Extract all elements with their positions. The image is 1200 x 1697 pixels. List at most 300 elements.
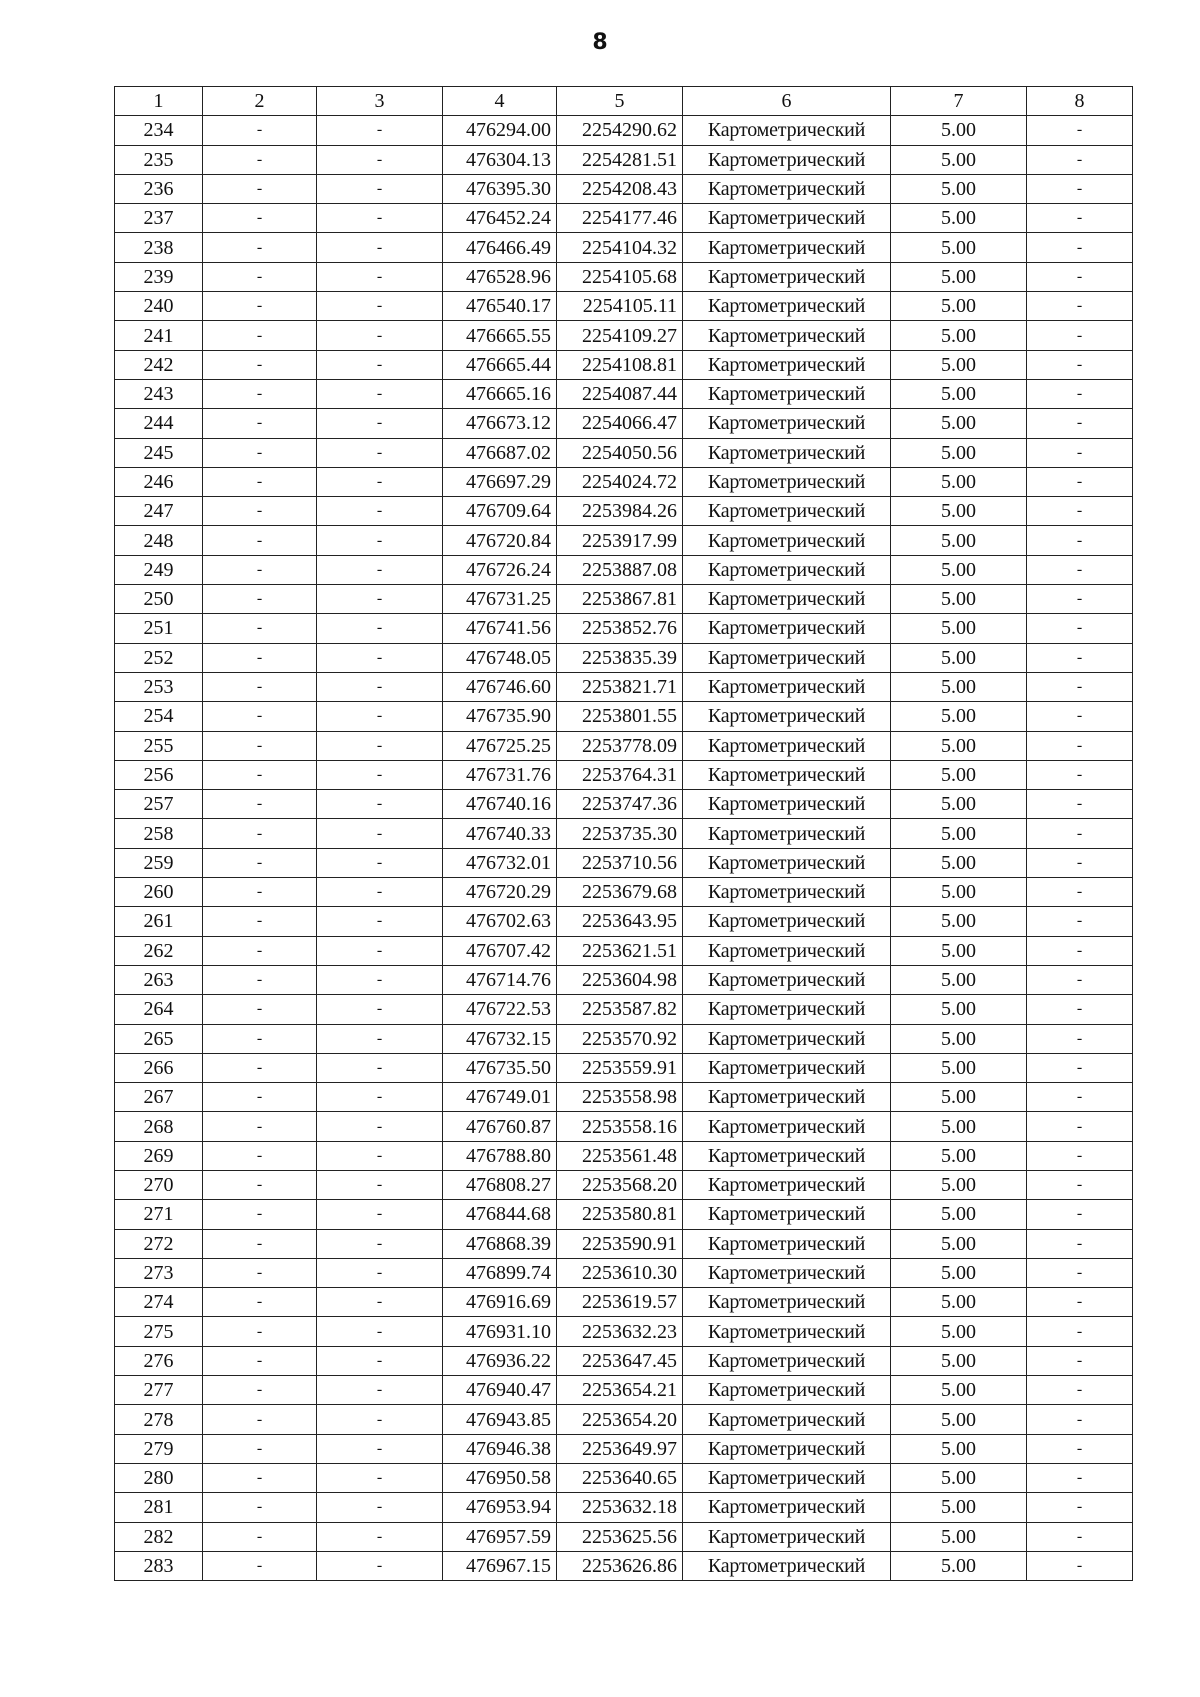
coord-x-cell: 476953.94 bbox=[443, 1493, 557, 1522]
accuracy-cell: 5.00 bbox=[891, 936, 1027, 965]
table-row bbox=[115, 614, 1133, 643]
col-3-cell: - bbox=[317, 731, 443, 760]
col-8-cell: - bbox=[1027, 848, 1133, 877]
col-3-cell: - bbox=[317, 1522, 443, 1551]
table-row bbox=[115, 467, 1133, 496]
point-number-cell: 268 bbox=[115, 1112, 203, 1141]
table-row bbox=[115, 672, 1133, 701]
col-3-cell: - bbox=[317, 1288, 443, 1317]
coord-x-cell: 476899.74 bbox=[443, 1258, 557, 1287]
coord-x-cell: 476395.30 bbox=[443, 174, 557, 203]
coord-x-cell: 476844.68 bbox=[443, 1200, 557, 1229]
coord-x-cell: 476673.12 bbox=[443, 409, 557, 438]
table-row bbox=[115, 409, 1133, 438]
method-cell: Картометрический bbox=[683, 731, 891, 760]
point-number-cell: 282 bbox=[115, 1522, 203, 1551]
accuracy-cell: 5.00 bbox=[891, 819, 1027, 848]
coord-y-cell: 2253735.30 bbox=[557, 819, 683, 848]
method-cell: Картометрический bbox=[683, 878, 891, 907]
method-cell: Картометрический bbox=[683, 1112, 891, 1141]
table-row bbox=[115, 292, 1133, 321]
coord-y-cell: 2253649.97 bbox=[557, 1434, 683, 1463]
accuracy-cell: 5.00 bbox=[891, 643, 1027, 672]
col-8-cell: - bbox=[1027, 878, 1133, 907]
col-8-cell: - bbox=[1027, 819, 1133, 848]
table-row bbox=[115, 995, 1133, 1024]
table-row bbox=[115, 438, 1133, 467]
accuracy-cell: 5.00 bbox=[891, 702, 1027, 731]
coord-y-cell: 2253710.56 bbox=[557, 848, 683, 877]
method-cell: Картометрический bbox=[683, 760, 891, 789]
accuracy-cell: 5.00 bbox=[891, 262, 1027, 291]
accuracy-cell: 5.00 bbox=[891, 672, 1027, 701]
table-row bbox=[115, 1522, 1133, 1551]
coord-y-cell: 2253632.23 bbox=[557, 1317, 683, 1346]
coord-x-cell: 476740.16 bbox=[443, 790, 557, 819]
point-number-cell: 277 bbox=[115, 1376, 203, 1405]
table-header-row bbox=[115, 87, 1133, 116]
coord-y-cell: 2253558.98 bbox=[557, 1083, 683, 1112]
method-cell: Картометрический bbox=[683, 1317, 891, 1346]
col-3-cell: - bbox=[317, 292, 443, 321]
col-3-cell: - bbox=[317, 643, 443, 672]
method-cell: Картометрический bbox=[683, 174, 891, 203]
accuracy-cell: 5.00 bbox=[891, 1024, 1027, 1053]
coord-y-cell: 2253984.26 bbox=[557, 497, 683, 526]
col-3-cell: - bbox=[317, 526, 443, 555]
coord-y-cell: 2253764.31 bbox=[557, 760, 683, 789]
col-8-cell: - bbox=[1027, 1112, 1133, 1141]
accuracy-cell: 5.00 bbox=[891, 1141, 1027, 1170]
coord-y-cell: 2253654.20 bbox=[557, 1405, 683, 1434]
col-8-cell: - bbox=[1027, 204, 1133, 233]
coord-x-cell: 476916.69 bbox=[443, 1288, 557, 1317]
col-8-cell: - bbox=[1027, 409, 1133, 438]
accuracy-cell: 5.00 bbox=[891, 1346, 1027, 1375]
col-2-cell: - bbox=[203, 204, 317, 233]
coord-x-cell: 476722.53 bbox=[443, 995, 557, 1024]
point-number-cell: 261 bbox=[115, 907, 203, 936]
col-2-cell: - bbox=[203, 614, 317, 643]
method-cell: Картометрический bbox=[683, 1463, 891, 1492]
coord-y-cell: 2253561.48 bbox=[557, 1141, 683, 1170]
col-3-cell: - bbox=[317, 350, 443, 379]
col-8-cell: - bbox=[1027, 1229, 1133, 1258]
accuracy-cell: 5.00 bbox=[891, 1288, 1027, 1317]
coord-x-cell: 476950.58 bbox=[443, 1463, 557, 1492]
coord-x-cell: 476720.29 bbox=[443, 878, 557, 907]
col-2-cell: - bbox=[203, 1346, 317, 1375]
col-2-cell: - bbox=[203, 1522, 317, 1551]
col-8-cell: - bbox=[1027, 292, 1133, 321]
coord-y-cell: 2253654.21 bbox=[557, 1376, 683, 1405]
table-row bbox=[115, 848, 1133, 877]
point-number-cell: 249 bbox=[115, 555, 203, 584]
coord-y-cell: 2253587.82 bbox=[557, 995, 683, 1024]
col-3-cell: - bbox=[317, 1317, 443, 1346]
point-number-cell: 248 bbox=[115, 526, 203, 555]
col-8-cell: - bbox=[1027, 585, 1133, 614]
method-cell: Картометрический bbox=[683, 1083, 891, 1112]
point-number-cell: 265 bbox=[115, 1024, 203, 1053]
coord-x-cell: 476665.55 bbox=[443, 321, 557, 350]
method-cell: Картометрический bbox=[683, 526, 891, 555]
col-8-cell: - bbox=[1027, 145, 1133, 174]
coord-y-cell: 2254281.51 bbox=[557, 145, 683, 174]
col-3-cell: - bbox=[317, 1551, 443, 1580]
coord-y-cell: 2253604.98 bbox=[557, 965, 683, 994]
col-2-cell: - bbox=[203, 497, 317, 526]
method-cell: Картометрический bbox=[683, 233, 891, 262]
coord-x-cell: 476731.25 bbox=[443, 585, 557, 614]
col-8-cell: - bbox=[1027, 262, 1133, 291]
col-3-cell: - bbox=[317, 848, 443, 877]
col-8-cell: - bbox=[1027, 526, 1133, 555]
coord-y-cell: 2254208.43 bbox=[557, 174, 683, 203]
col-2-cell: - bbox=[203, 995, 317, 1024]
col-3-cell: - bbox=[317, 790, 443, 819]
table-row bbox=[115, 233, 1133, 262]
accuracy-cell: 5.00 bbox=[891, 555, 1027, 584]
col-3-cell: - bbox=[317, 702, 443, 731]
coord-y-cell: 2253619.57 bbox=[557, 1288, 683, 1317]
point-number-cell: 254 bbox=[115, 702, 203, 731]
table-row bbox=[115, 585, 1133, 614]
coord-y-cell: 2253568.20 bbox=[557, 1170, 683, 1199]
accuracy-cell: 5.00 bbox=[891, 174, 1027, 203]
table-row bbox=[115, 907, 1133, 936]
col-8-cell: - bbox=[1027, 1317, 1133, 1346]
coord-x-cell: 476540.17 bbox=[443, 292, 557, 321]
point-number-cell: 250 bbox=[115, 585, 203, 614]
col-8-cell: - bbox=[1027, 467, 1133, 496]
col-2-cell: - bbox=[203, 1405, 317, 1434]
method-cell: Картометрический bbox=[683, 848, 891, 877]
col-8-cell: - bbox=[1027, 497, 1133, 526]
col-2-cell: - bbox=[203, 350, 317, 379]
method-cell: Картометрический bbox=[683, 116, 891, 145]
coord-y-cell: 2253559.91 bbox=[557, 1053, 683, 1082]
coord-y-cell: 2254087.44 bbox=[557, 379, 683, 408]
table-body bbox=[115, 87, 1133, 1581]
point-number-cell: 246 bbox=[115, 467, 203, 496]
col-3-cell: - bbox=[317, 262, 443, 291]
coord-x-cell: 476808.27 bbox=[443, 1170, 557, 1199]
col-2-cell: - bbox=[203, 1170, 317, 1199]
column-header-6: 6 bbox=[683, 87, 891, 116]
method-cell: Картометрический bbox=[683, 1551, 891, 1580]
point-number-cell: 252 bbox=[115, 643, 203, 672]
col-8-cell: - bbox=[1027, 379, 1133, 408]
point-number-cell: 260 bbox=[115, 878, 203, 907]
point-number-cell: 247 bbox=[115, 497, 203, 526]
col-8-cell: - bbox=[1027, 233, 1133, 262]
table-row bbox=[115, 1405, 1133, 1434]
col-3-cell: - bbox=[317, 1141, 443, 1170]
column-header-1: 1 bbox=[115, 87, 203, 116]
coord-y-cell: 2254066.47 bbox=[557, 409, 683, 438]
col-2-cell: - bbox=[203, 702, 317, 731]
col-8-cell: - bbox=[1027, 350, 1133, 379]
point-number-cell: 240 bbox=[115, 292, 203, 321]
col-2-cell: - bbox=[203, 1141, 317, 1170]
accuracy-cell: 5.00 bbox=[891, 878, 1027, 907]
method-cell: Картометрический bbox=[683, 467, 891, 496]
point-number-cell: 269 bbox=[115, 1141, 203, 1170]
accuracy-cell: 5.00 bbox=[891, 1376, 1027, 1405]
point-number-cell: 245 bbox=[115, 438, 203, 467]
point-number-cell: 281 bbox=[115, 1493, 203, 1522]
method-cell: Картометрический bbox=[683, 204, 891, 233]
coord-x-cell: 476702.63 bbox=[443, 907, 557, 936]
coord-y-cell: 2253801.55 bbox=[557, 702, 683, 731]
col-3-cell: - bbox=[317, 1053, 443, 1082]
point-number-cell: 234 bbox=[115, 116, 203, 145]
table-row bbox=[115, 1551, 1133, 1580]
method-cell: Картометрический bbox=[683, 643, 891, 672]
table-row bbox=[115, 1229, 1133, 1258]
point-number-cell: 270 bbox=[115, 1170, 203, 1199]
point-number-cell: 235 bbox=[115, 145, 203, 174]
method-cell: Картометрический bbox=[683, 1288, 891, 1317]
col-8-cell: - bbox=[1027, 1463, 1133, 1492]
col-3-cell: - bbox=[317, 585, 443, 614]
col-2-cell: - bbox=[203, 292, 317, 321]
column-header-5: 5 bbox=[557, 87, 683, 116]
table-row bbox=[115, 1493, 1133, 1522]
accuracy-cell: 5.00 bbox=[891, 995, 1027, 1024]
col-2-cell: - bbox=[203, 1551, 317, 1580]
coord-y-cell: 2253590.91 bbox=[557, 1229, 683, 1258]
coord-x-cell: 476709.64 bbox=[443, 497, 557, 526]
coord-y-cell: 2254177.46 bbox=[557, 204, 683, 233]
col-2-cell: - bbox=[203, 1463, 317, 1492]
table-row bbox=[115, 702, 1133, 731]
col-3-cell: - bbox=[317, 672, 443, 701]
coord-x-cell: 476967.15 bbox=[443, 1551, 557, 1580]
col-3-cell: - bbox=[317, 1200, 443, 1229]
accuracy-cell: 5.00 bbox=[891, 1229, 1027, 1258]
coord-x-cell: 476788.80 bbox=[443, 1141, 557, 1170]
col-2-cell: - bbox=[203, 526, 317, 555]
page-number: 8 bbox=[592, 30, 608, 55]
table-row bbox=[115, 1170, 1133, 1199]
table-row bbox=[115, 731, 1133, 760]
method-cell: Картометрический bbox=[683, 145, 891, 174]
table-row bbox=[115, 965, 1133, 994]
col-3-cell: - bbox=[317, 760, 443, 789]
method-cell: Картометрический bbox=[683, 936, 891, 965]
col-8-cell: - bbox=[1027, 965, 1133, 994]
table-row bbox=[115, 1288, 1133, 1317]
col-3-cell: - bbox=[317, 1229, 443, 1258]
accuracy-cell: 5.00 bbox=[891, 1200, 1027, 1229]
col-8-cell: - bbox=[1027, 174, 1133, 203]
col-8-cell: - bbox=[1027, 1405, 1133, 1434]
col-2-cell: - bbox=[203, 145, 317, 174]
col-2-cell: - bbox=[203, 672, 317, 701]
table-row bbox=[115, 878, 1133, 907]
col-8-cell: - bbox=[1027, 1053, 1133, 1082]
table-row bbox=[115, 1200, 1133, 1229]
col-8-cell: - bbox=[1027, 1551, 1133, 1580]
coord-y-cell: 2253852.76 bbox=[557, 614, 683, 643]
accuracy-cell: 5.00 bbox=[891, 731, 1027, 760]
point-number-cell: 275 bbox=[115, 1317, 203, 1346]
coord-x-cell: 476946.38 bbox=[443, 1434, 557, 1463]
col-3-cell: - bbox=[317, 1258, 443, 1287]
coord-x-cell: 476940.47 bbox=[443, 1376, 557, 1405]
coord-y-cell: 2253610.30 bbox=[557, 1258, 683, 1287]
method-cell: Картометрический bbox=[683, 409, 891, 438]
accuracy-cell: 5.00 bbox=[891, 292, 1027, 321]
method-cell: Картометрический bbox=[683, 1493, 891, 1522]
table-row bbox=[115, 1258, 1133, 1287]
coord-x-cell: 476452.24 bbox=[443, 204, 557, 233]
col-2-cell: - bbox=[203, 790, 317, 819]
col-3-cell: - bbox=[317, 204, 443, 233]
accuracy-cell: 5.00 bbox=[891, 379, 1027, 408]
point-number-cell: 258 bbox=[115, 819, 203, 848]
col-3-cell: - bbox=[317, 1083, 443, 1112]
col-8-cell: - bbox=[1027, 1346, 1133, 1375]
col-8-cell: - bbox=[1027, 1024, 1133, 1053]
col-8-cell: - bbox=[1027, 1258, 1133, 1287]
method-cell: Картометрический bbox=[683, 672, 891, 701]
accuracy-cell: 5.00 bbox=[891, 585, 1027, 614]
point-number-cell: 242 bbox=[115, 350, 203, 379]
coord-x-cell: 476936.22 bbox=[443, 1346, 557, 1375]
coord-x-cell: 476466.49 bbox=[443, 233, 557, 262]
col-8-cell: - bbox=[1027, 555, 1133, 584]
accuracy-cell: 5.00 bbox=[891, 1434, 1027, 1463]
point-number-cell: 280 bbox=[115, 1463, 203, 1492]
col-2-cell: - bbox=[203, 555, 317, 584]
table-row bbox=[115, 1434, 1133, 1463]
col-3-cell: - bbox=[317, 1493, 443, 1522]
col-3-cell: - bbox=[317, 878, 443, 907]
coord-x-cell: 476760.87 bbox=[443, 1112, 557, 1141]
accuracy-cell: 5.00 bbox=[891, 1493, 1027, 1522]
method-cell: Картометрический bbox=[683, 379, 891, 408]
coord-x-cell: 476735.90 bbox=[443, 702, 557, 731]
col-3-cell: - bbox=[317, 497, 443, 526]
coord-y-cell: 2253621.51 bbox=[557, 936, 683, 965]
table-row bbox=[115, 262, 1133, 291]
coord-y-cell: 2254290.62 bbox=[557, 116, 683, 145]
method-cell: Картометрический bbox=[683, 1200, 891, 1229]
point-number-cell: 236 bbox=[115, 174, 203, 203]
coord-y-cell: 2253643.95 bbox=[557, 907, 683, 936]
method-cell: Картометрический bbox=[683, 702, 891, 731]
table-row bbox=[115, 204, 1133, 233]
method-cell: Картометрический bbox=[683, 1522, 891, 1551]
point-number-cell: 266 bbox=[115, 1053, 203, 1082]
accuracy-cell: 5.00 bbox=[891, 1463, 1027, 1492]
point-number-cell: 257 bbox=[115, 790, 203, 819]
col-8-cell: - bbox=[1027, 702, 1133, 731]
accuracy-cell: 5.00 bbox=[891, 760, 1027, 789]
coord-y-cell: 2254050.56 bbox=[557, 438, 683, 467]
coord-y-cell: 2253558.16 bbox=[557, 1112, 683, 1141]
column-header-3: 3 bbox=[317, 87, 443, 116]
col-3-cell: - bbox=[317, 1112, 443, 1141]
col-2-cell: - bbox=[203, 965, 317, 994]
method-cell: Картометрический bbox=[683, 1053, 891, 1082]
coord-x-cell: 476731.76 bbox=[443, 760, 557, 789]
col-3-cell: - bbox=[317, 379, 443, 408]
table-row bbox=[115, 936, 1133, 965]
coord-y-cell: 2253647.45 bbox=[557, 1346, 683, 1375]
col-2-cell: - bbox=[203, 1434, 317, 1463]
point-number-cell: 237 bbox=[115, 204, 203, 233]
table-row bbox=[115, 145, 1133, 174]
point-number-cell: 255 bbox=[115, 731, 203, 760]
col-2-cell: - bbox=[203, 1317, 317, 1346]
col-3-cell: - bbox=[317, 467, 443, 496]
point-number-cell: 259 bbox=[115, 848, 203, 877]
method-cell: Картометрический bbox=[683, 321, 891, 350]
coord-y-cell: 2254105.68 bbox=[557, 262, 683, 291]
accuracy-cell: 5.00 bbox=[891, 438, 1027, 467]
col-8-cell: - bbox=[1027, 995, 1133, 1024]
col-2-cell: - bbox=[203, 731, 317, 760]
col-2-cell: - bbox=[203, 1200, 317, 1229]
coord-x-cell: 476957.59 bbox=[443, 1522, 557, 1551]
col-3-cell: - bbox=[317, 995, 443, 1024]
accuracy-cell: 5.00 bbox=[891, 350, 1027, 379]
coord-x-cell: 476725.25 bbox=[443, 731, 557, 760]
coord-y-cell: 2253917.99 bbox=[557, 526, 683, 555]
accuracy-cell: 5.00 bbox=[891, 1317, 1027, 1346]
coord-y-cell: 2253625.56 bbox=[557, 1522, 683, 1551]
col-3-cell: - bbox=[317, 438, 443, 467]
col-8-cell: - bbox=[1027, 1200, 1133, 1229]
col-2-cell: - bbox=[203, 1112, 317, 1141]
coord-x-cell: 476707.42 bbox=[443, 936, 557, 965]
column-header-7: 7 bbox=[891, 87, 1027, 116]
coord-x-cell: 476304.13 bbox=[443, 145, 557, 174]
table-row bbox=[115, 1463, 1133, 1492]
coord-y-cell: 2253570.92 bbox=[557, 1024, 683, 1053]
col-2-cell: - bbox=[203, 379, 317, 408]
col-2-cell: - bbox=[203, 438, 317, 467]
col-3-cell: - bbox=[317, 1346, 443, 1375]
point-number-cell: 276 bbox=[115, 1346, 203, 1375]
col-2-cell: - bbox=[203, 1053, 317, 1082]
point-number-cell: 273 bbox=[115, 1258, 203, 1287]
point-number-cell: 243 bbox=[115, 379, 203, 408]
col-8-cell: - bbox=[1027, 1083, 1133, 1112]
point-number-cell: 251 bbox=[115, 614, 203, 643]
coord-y-cell: 2254104.32 bbox=[557, 233, 683, 262]
col-8-cell: - bbox=[1027, 760, 1133, 789]
coord-y-cell: 2253580.81 bbox=[557, 1200, 683, 1229]
method-cell: Картометрический bbox=[683, 995, 891, 1024]
col-3-cell: - bbox=[317, 907, 443, 936]
col-3-cell: - bbox=[317, 1170, 443, 1199]
col-2-cell: - bbox=[203, 174, 317, 203]
col-8-cell: - bbox=[1027, 1376, 1133, 1405]
table-row bbox=[115, 819, 1133, 848]
accuracy-cell: 5.00 bbox=[891, 116, 1027, 145]
table-row bbox=[115, 1024, 1133, 1053]
method-cell: Картометрический bbox=[683, 1405, 891, 1434]
col-8-cell: - bbox=[1027, 1288, 1133, 1317]
table-row bbox=[115, 1317, 1133, 1346]
method-cell: Картометрический bbox=[683, 1346, 891, 1375]
coord-x-cell: 476749.01 bbox=[443, 1083, 557, 1112]
